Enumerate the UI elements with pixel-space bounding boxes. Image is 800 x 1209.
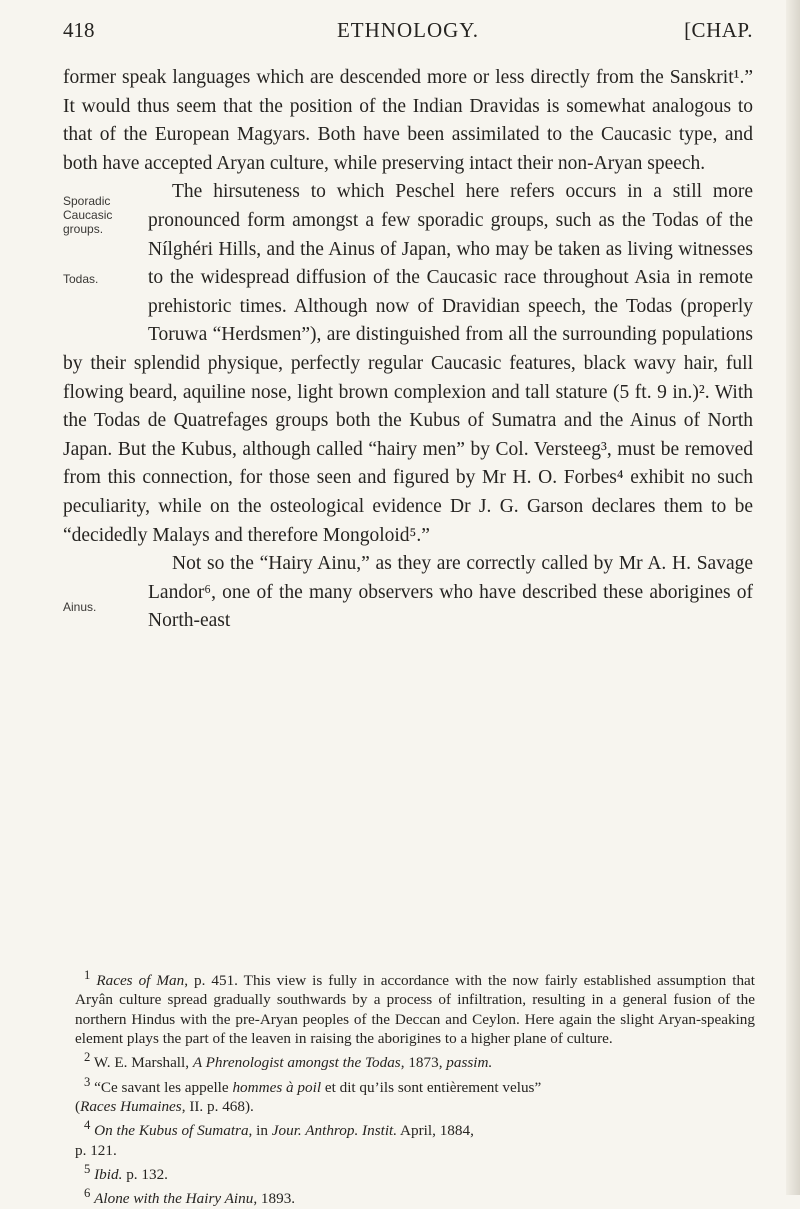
- footnote-number: 6: [84, 1186, 91, 1201]
- footnote-text: , 1893.: [253, 1190, 296, 1208]
- footnote-text: , II. p. 468).: [181, 1097, 254, 1115]
- footnote-text: “Ce savant les appelle: [94, 1078, 233, 1096]
- footnote-text: April, 1884,: [397, 1122, 474, 1140]
- page-number: 418: [63, 18, 95, 42]
- footnote-number: 3: [84, 1074, 91, 1089]
- footnote-2: [75, 1048, 755, 1072]
- footnote-text: , in: [248, 1122, 272, 1140]
- footnote-text: , p. 451. This view is fully in accordance with the now fairly established assumption that Aryân culture spread gradually southwards by a process of infiltration, resulting in a general fusion of the northern Hindus with the pre-Aryan peoples of the Deccan and Ceylon. Here again the slight Aryan-speaking element plays the part of the leaven in raising the aborigines to a higher plane of culture.: [75, 972, 755, 1047]
- footnote-text: p. 121.: [75, 1141, 117, 1159]
- footnote-number: 1: [84, 968, 91, 982]
- running-header: [63, 18, 753, 48]
- footnote-text: W. E. Marshall,: [93, 1054, 193, 1072]
- footnote-5: [75, 1160, 755, 1184]
- footnote-number: 5: [84, 1161, 91, 1176]
- footnote-6: [75, 1184, 755, 1208]
- footnotes: [75, 966, 755, 1209]
- footnote-text: et dit qu’ils sont entièrement velus”: [321, 1078, 542, 1096]
- body-text: [63, 64, 753, 636]
- margin-note-ainus: Ainus.: [63, 600, 97, 615]
- cited-term: hommes à poil: [232, 1078, 322, 1096]
- paragraph: Not so the “Hairy Ainu,” as they are correctly called by Mr A. H. Savage Landor⁶, one of the many observers who have described these aborigines of North-east: [148, 553, 753, 632]
- paragraph: former speak languages which are descended more or less directly from the Sanskrit¹.” It would thus seem that the position of the Indian Dravidas is somewhat analogous to that of the European Magyars. Both have been assimilated to the Caucasic type, and both have accepted Aryan culture, while preserving intact their non-Aryan speech.: [63, 67, 753, 174]
- running-title: ETHNOLOGY.: [336, 18, 480, 42]
- chapter-label: [CHAP.: [684, 18, 753, 42]
- cited-title: Races Humaines: [80, 1097, 182, 1115]
- cited-term: passim.: [446, 1054, 493, 1072]
- margin-note-sporadic: Sporadic Caucasic groups.: [63, 194, 113, 237]
- footnote-4: [75, 1116, 755, 1140]
- footnote-3: [75, 1073, 755, 1097]
- footnote-3-continued: [75, 1097, 755, 1116]
- cited-title: On the Kubus of Sumatra: [94, 1122, 249, 1140]
- cited-title: A Phrenologist amongst the Todas: [192, 1054, 401, 1072]
- footnote-number: 4: [84, 1118, 91, 1133]
- paragraph: The hirsuteness to which Peschel here refers occurs in a still more pronounced form amongst a few sporadic groups, such as the Todas of the Nílghéri Hills, and the Ainus of Japan, who may be taken as living witnesses to the widespread diffusion of the Caucasic race throughout Asia in remote prehistoric times. Although now of Dravidian speech, the Todas (properly Toruwa “Herdsmen”), are distinguished from all the surrounding populations by their splendid physique, perfectly regular Caucasic features, black wavy hair, full flowing beard, aquiline nose, light brown complexion and tall stature (5 ft. 9 in.)². With the Todas de Quatrefages groups both the Kubus of Sumatra and the Ainus of North Japan. But the Kubus, although called “hairy men” by Col. Versteeg³, must be removed from this connection, for those seen and figured by Mr H. O. Forbes⁴ exhibit no such peculiarity, while on the osteological evidence Dr J. G. Garson declares them to be “decidedly Malays and therefore Mongoloid⁵.”: [63, 181, 753, 546]
- cited-title: Races of Man: [96, 972, 185, 990]
- footnote-text: p. 132.: [122, 1165, 168, 1183]
- cited-journal: Jour. Anthrop. Instit.: [271, 1122, 398, 1140]
- page-edge-shadow: [786, 0, 800, 1195]
- cited-title: Alone with the Hairy Ainu: [94, 1190, 254, 1208]
- footnote-text: (: [75, 1097, 81, 1115]
- footnote-number: 2: [84, 1050, 91, 1065]
- footnote-text: , 1873,: [400, 1054, 447, 1072]
- cited-title: Ibid.: [94, 1165, 123, 1183]
- margin-note-todas: Todas.: [63, 272, 99, 287]
- footnote-4-continued: [75, 1141, 755, 1160]
- footnote-1: [75, 966, 755, 1048]
